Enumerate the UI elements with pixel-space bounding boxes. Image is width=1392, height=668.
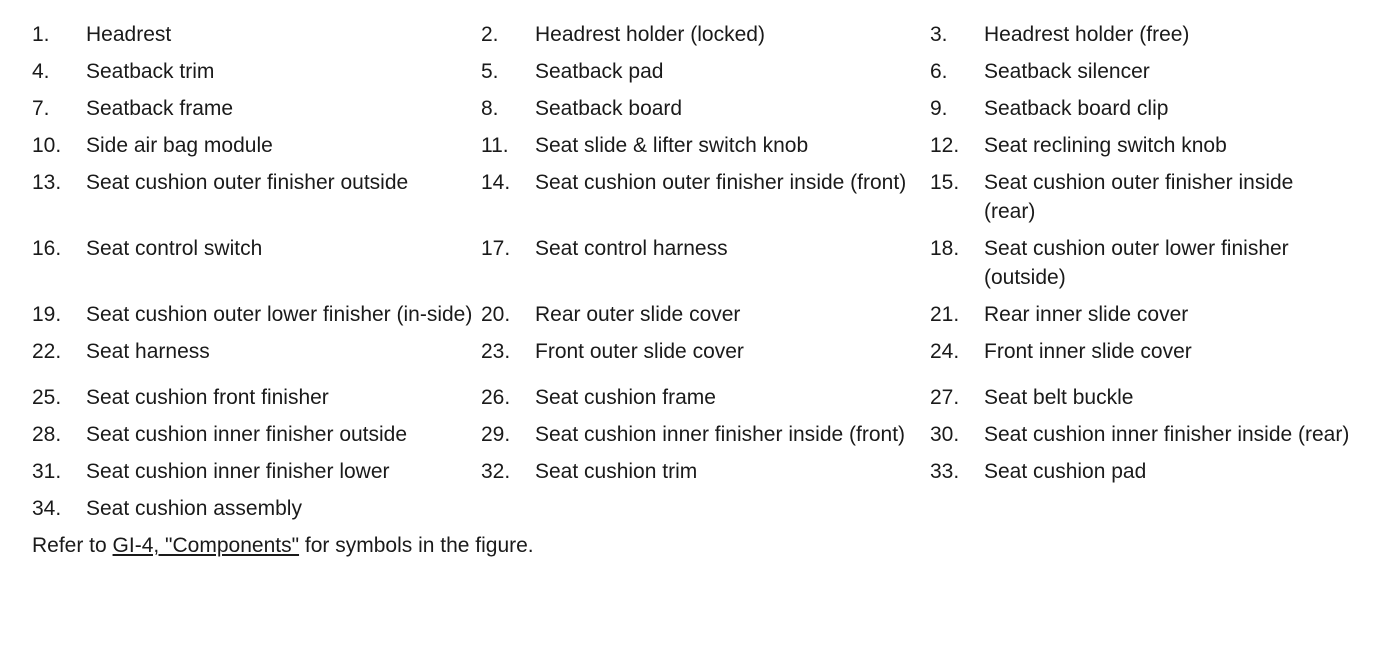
item-number: 8.	[481, 97, 499, 120]
item-number: 7.	[32, 97, 50, 120]
item-label: Seatback board clip	[984, 97, 1169, 120]
legend-item	[32, 337, 481, 366]
legend-item	[481, 234, 930, 263]
legend-item	[32, 300, 481, 329]
item-label: Seatback trim	[86, 60, 215, 83]
legend-item	[481, 337, 930, 366]
item-label: Seat cushion pad	[984, 460, 1147, 483]
legend-item	[930, 420, 1350, 449]
item-label: Front outer slide cover	[535, 340, 744, 363]
item-label: Seat cushion outer finisher inside (front)	[535, 171, 907, 194]
item-number: 17.	[481, 237, 511, 260]
legend-row	[32, 234, 1372, 292]
item-label: Headrest	[86, 23, 172, 46]
legend-item	[930, 94, 1350, 123]
item-label: Seat slide & lifter switch knob	[535, 134, 809, 157]
legend-row	[32, 494, 1372, 523]
item-number: 34.	[32, 497, 62, 520]
item-number: 24.	[930, 340, 960, 363]
item-number: 33.	[930, 460, 960, 483]
legend-row	[32, 420, 1372, 449]
legend-item	[481, 383, 930, 412]
legend-item	[930, 337, 1350, 366]
legend-row	[32, 300, 1372, 329]
item-number: 6.	[930, 60, 948, 83]
item-label: Seatback pad	[535, 60, 664, 83]
item-number: 16.	[32, 237, 62, 260]
item-number: 11.	[481, 134, 509, 157]
legend-row	[32, 337, 1372, 366]
item-label: Rear outer slide cover	[535, 303, 741, 326]
component-legend	[32, 20, 1372, 560]
item-label: Seatback board	[535, 97, 683, 120]
item-label: Seat cushion front finisher	[86, 386, 329, 409]
item-number: 31.	[32, 460, 62, 483]
item-label: Seat cushion outer lower finisher (in-side)	[86, 303, 473, 326]
item-label: Rear inner slide cover	[984, 303, 1189, 326]
item-label: Front inner slide cover	[984, 340, 1192, 363]
item-number: 28.	[32, 423, 62, 446]
item-label: Seat cushion inner finisher inside (rear)	[984, 423, 1350, 446]
item-label: Seat cushion assembly	[86, 497, 302, 520]
legend-item	[481, 168, 930, 197]
legend-item	[481, 20, 930, 49]
item-number: 29.	[481, 423, 511, 446]
legend-item	[32, 234, 481, 263]
item-number: 1.	[32, 23, 50, 46]
legend-item	[930, 300, 1350, 329]
legend-row	[32, 131, 1372, 160]
item-number: 14.	[481, 171, 511, 194]
legend-item	[32, 20, 481, 49]
legend-item	[930, 57, 1350, 86]
legend-row	[32, 20, 1372, 49]
legend-row	[32, 94, 1372, 123]
item-label: Seat reclining switch knob	[984, 134, 1227, 157]
reference-note-prefix: Refer to	[32, 534, 113, 557]
legend-item	[481, 57, 930, 86]
item-number: 4.	[32, 60, 50, 83]
legend-item	[930, 20, 1350, 49]
item-label: Headrest holder (locked)	[535, 23, 765, 46]
item-number: 27.	[930, 386, 960, 409]
item-number: 5.	[481, 60, 499, 83]
item-number: 32.	[481, 460, 511, 483]
legend-item	[481, 420, 930, 449]
legend-item	[32, 168, 481, 197]
item-label: Side air bag module	[86, 134, 273, 157]
legend-item	[930, 131, 1350, 160]
item-number: 15.	[930, 171, 960, 194]
item-number: 23.	[481, 340, 511, 363]
item-label: Seat cushion outer finisher inside (rear)	[984, 171, 1294, 223]
item-number: 12.	[930, 134, 960, 157]
item-label: Seatback silencer	[984, 60, 1150, 83]
item-label: Seat cushion frame	[535, 386, 716, 409]
legend-row	[32, 383, 1372, 412]
item-label: Seat cushion outer finisher outside	[86, 171, 409, 194]
legend-item	[930, 383, 1350, 412]
legend-row	[32, 457, 1372, 486]
item-label: Headrest holder (free)	[984, 23, 1190, 46]
item-label: Seatback frame	[86, 97, 234, 120]
item-label: Seat cushion outer lower finisher (outside)	[984, 237, 1289, 289]
item-number: 9.	[930, 97, 948, 120]
legend-item	[481, 300, 930, 329]
item-number: 3.	[930, 23, 948, 46]
item-number: 20.	[481, 303, 511, 326]
item-label: Seat belt buckle	[984, 386, 1134, 409]
item-number: 25.	[32, 386, 62, 409]
reference-note	[32, 531, 1372, 560]
reference-note-suffix: for symbols in the figure.	[299, 534, 534, 557]
item-number: 26.	[481, 386, 511, 409]
item-number: 13.	[32, 171, 62, 194]
item-number: 19.	[32, 303, 62, 326]
item-number: 22.	[32, 340, 62, 363]
legend-item	[32, 420, 481, 449]
legend-item	[32, 457, 481, 486]
legend-item	[32, 383, 481, 412]
legend-item	[32, 131, 481, 160]
item-number: 18.	[930, 237, 960, 260]
item-label: Seat control switch	[86, 237, 263, 260]
item-label: Seat cushion inner finisher lower	[86, 460, 390, 483]
item-label: Seat cushion inner finisher inside (front)	[535, 423, 906, 446]
item-label: Seat control harness	[535, 237, 728, 260]
item-number: 21.	[930, 303, 960, 326]
legend-item	[32, 94, 481, 123]
legend-item	[930, 457, 1350, 486]
legend-item	[32, 57, 481, 86]
item-label: Seat cushion inner finisher outside	[86, 423, 408, 446]
legend-item	[930, 168, 1350, 226]
components-reference-link[interactable]: GI-4, "Components"	[112, 534, 300, 557]
legend-item	[481, 94, 930, 123]
legend-item	[481, 457, 930, 486]
legend-row	[32, 168, 1372, 226]
legend-row	[32, 57, 1372, 86]
item-number: 10.	[32, 134, 62, 157]
legend-item	[481, 131, 930, 160]
item-number: 30.	[930, 423, 960, 446]
item-label: Seat cushion trim	[535, 460, 698, 483]
legend-item	[32, 494, 481, 523]
legend-item	[930, 234, 1350, 292]
item-label: Seat harness	[86, 340, 210, 363]
item-number: 2.	[481, 23, 499, 46]
